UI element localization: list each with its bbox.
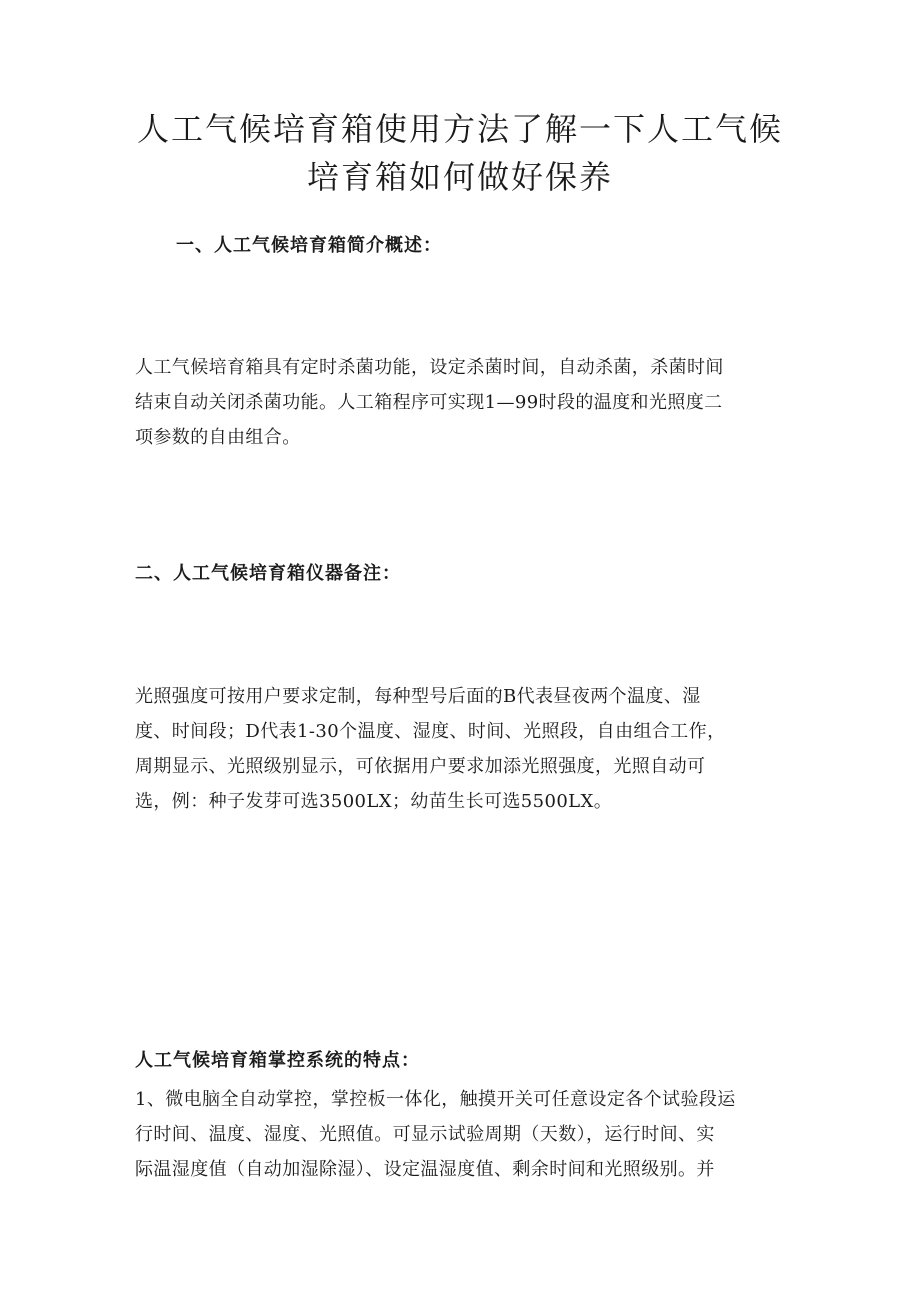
- section-1-line-2: 结束自动关闭杀菌功能。人工箱程序可实现1—99时段的温度和光照度二: [135, 392, 723, 413]
- title-line-1: 人工气候培育箱使用方法了解一下人工气候: [136, 110, 783, 148]
- section-1-paragraph: [135, 350, 795, 455]
- section-3-paragraph: [135, 1082, 795, 1187]
- section-3-heading: 人工气候培育箱掌控系统的特点：: [135, 1050, 420, 1071]
- section-2-line-4: 选，例：种子发芽可选3500LX；幼苗生长可选5500LX。: [135, 791, 613, 812]
- section-2-heading: 二、人工气候培育箱仪器备注：: [135, 563, 401, 584]
- section-1-line-3: 项参数的自由组合。: [135, 427, 301, 448]
- document-title: [110, 105, 810, 201]
- section-3-line-1: 1、微电脑全自动掌控，掌控板一体化，触摸开关可任意设定各个试验段运: [135, 1089, 736, 1110]
- section-3-line-2: 行时间、温度、湿度、光照值。可显示试验周期（天数），运行时间、实: [135, 1124, 715, 1145]
- title-line-2: 培育箱如何做好保养: [306, 158, 613, 196]
- section-1-heading: 一、人工气候培育箱简介概述：: [176, 235, 442, 256]
- section-2-paragraph: [135, 679, 795, 819]
- section-2-line-1: 光照强度可按用户要求定制，每种型号后面的B代表昼夜两个温度、湿: [135, 686, 701, 707]
- section-2-line-2: 度、时间段；D代表1-30个温度、湿度、时间、光照段，自由组合工作，: [135, 721, 726, 742]
- section-3-line-3: 际温湿度值（自动加湿除湿）、设定温湿度值、剩余时间和光照级别。并: [135, 1159, 715, 1180]
- section-2-line-3: 周期显示、光照级别显示，可依据用户要求加添光照强度，光照自动可: [135, 756, 706, 777]
- section-1-line-1: 人工气候培育箱具有定时杀菌功能，设定杀菌时间，自动杀菌，杀菌时间: [135, 357, 724, 378]
